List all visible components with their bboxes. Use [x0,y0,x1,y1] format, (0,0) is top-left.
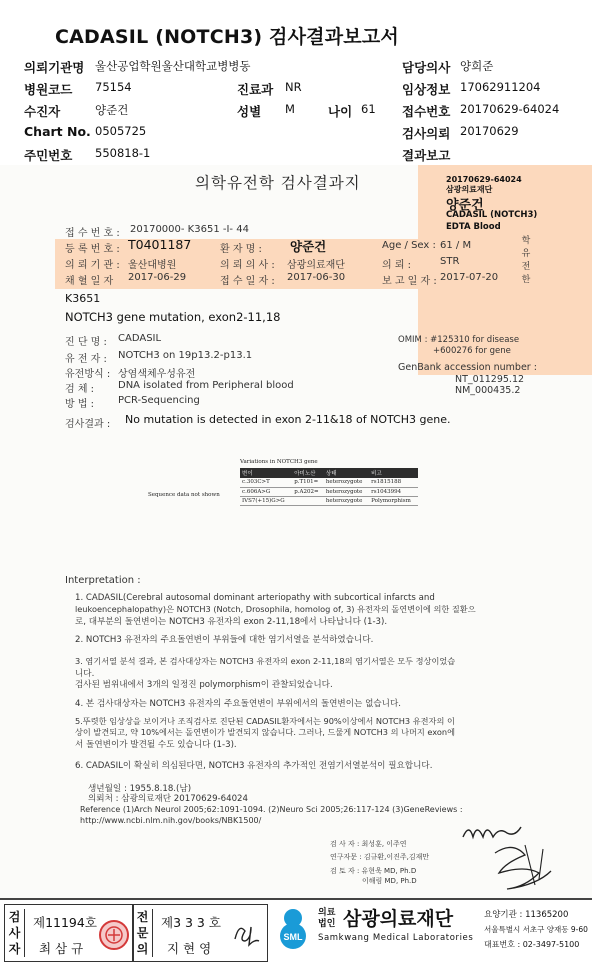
header-label-report-date: 결과보고 [402,148,451,163]
genbank-nm: NM_000435.2 [455,385,521,396]
header-value-hospital-code: 75154 [95,80,132,94]
org-phone: 대표번호 : 02-3497-5100 [484,940,580,949]
method-value: PCR-Sequencing [118,395,200,406]
table-cell: c.303C>T [240,478,292,487]
age-sex-label: Age / Sex : [382,240,436,251]
column-header: 상태 [324,468,369,478]
header-value-resident-no: 550818-1 [95,146,151,160]
reported-value: 2017-07-20 [440,272,499,283]
header-label-request-date: 검사의뢰 [402,126,451,141]
specialist-license: 제3 3 3 호 [161,915,221,930]
diagnosis-value: CADASIL [118,333,162,344]
omim-line-2: +600276 for gene [433,346,511,356]
ward-label: 의 뢰 : [382,260,412,271]
table-cell: rs1815188 [369,478,418,487]
header-label-doctor: 담당의사 [402,60,451,75]
column-header: 아미노산 [292,468,324,478]
header-label-clinical-info: 임상정보 [402,82,451,97]
interp-reference: Reference (1)Arch Neurol 2005;62:1091-1094. (2)Neuro Sci 2005;26:117-124 (3)GeneReviews : [80,805,463,814]
interpretation-heading: Interpretation : [65,575,141,586]
header-value-age: 61 [361,102,376,116]
table-row [240,487,418,496]
header-value-chart-no: 0505725 [95,124,147,138]
header-value-clinical-info: 17062911204 [460,80,541,94]
reg-label: 등 록 번 호 : [65,244,120,255]
table-cell: Polymorphism [369,496,418,505]
org-code: 요양기관 : 11365200 [484,910,569,920]
header-value-receipt-no: 20170629-64024 [460,102,560,116]
interp-line: 니다. [75,669,95,679]
collected-label: 채 혈 일 자 [65,276,114,287]
table-cell: heterozygote [324,478,369,487]
interp-line: 상이 발견되고, 약 10%에서는 돌연변이가 발견되지 않습니다. 그러나, 드물게 NOTCH3 의 나머지 exon에 [75,727,456,737]
tag-test: CADASIL (NOTCH3) [446,210,538,220]
header-value-sex: M [285,102,295,116]
sml-logo-icon [272,906,314,950]
report-sheet-title: 의학유전학 검사결과지 [195,174,361,192]
handwritten-signature [455,815,565,895]
interp-reference-url: http://www.ncbi.nlm.nih.gov/books/NBK1500/ [80,816,262,825]
header-label-age: 나이 [328,104,353,119]
gene-label: 유 전 자 : [65,354,107,365]
institution-value: 울산대병원 [128,260,177,271]
table-cell: heterozygote [324,496,369,505]
header-value-dept: NR [285,80,302,94]
received-label: 접 수 일 자 : [220,276,275,287]
header-label-institution: 의뢰기관명 [24,60,85,75]
sig-examiner: 검 사 자 : 최성훈, 이주연 [330,840,407,848]
header-value-request-date: 20170629 [460,124,519,138]
age-sex-value: 61 / M [440,240,472,251]
test-name: NOTCH3 gene mutation, exon2-11,18 [65,310,281,324]
table-cell: p.A202= [292,487,324,496]
result-value: No mutation is detected in exon 2-11&18 of NOTCH3 gene. [125,413,451,426]
interp-line: 3. 염기서열 분석 결과, 본 검사대상자는 NOTCH3 유전자의 exon 2-11,18의 염기서열은 모두 정상이었습 [75,656,456,666]
header-value-institution: 울산공업학원울산대학교병병동 [95,59,251,73]
specialist-name: 지 현 영 [167,941,212,956]
interp-line: 5.뚜렷한 임상상을 보이거나 조직검사로 진단된 CADASIL환자에서는 90%이상에서 NOTCH3 유전자의 이 [75,716,455,726]
institution-label: 의 뢰 기 관 : [65,260,120,271]
result-label: 검사결과 : [65,419,111,430]
interp-line: 서 돌연변이가 발견될 수도 있습니다 (1-3). [75,740,237,750]
header-value-doctor: 양희준 [460,59,494,73]
interp-line: 4. 본 검사대상자는 NOTCH3 유전자의 주요돌연변이 부위에서의 돌연변이는 없습니다. [75,699,402,709]
interp-line: 2. NOTCH3 유전자의 주요돌연변이 부위들에 대한 염기서열을 분석하였습니다. [75,635,374,645]
header-value-patient: 양준건 [95,103,129,117]
table-cell: heterozygote [324,487,369,496]
ward-value: STR [440,256,460,267]
omim-line-1: OMIM : #125310 for disease [398,335,520,345]
diagnosis-label: 진 단 명 : [65,337,107,348]
specialist-box [132,904,268,962]
org-address: 서울특별시 서초구 양재동 9-60 [484,925,588,934]
interp-line: 1. CADASIL(Cerebral autosomal dominant arteriopathy with subcortical infarcts and [75,593,435,603]
column-header: 변이 [240,468,292,478]
interp-line: 의뢰처 : 삼광의료재단 20170629-64024 [88,794,248,804]
genbank-nt: NT_011295.12 [455,374,525,385]
specialist-signature [231,919,265,951]
table-cell: rs1043994 [369,487,418,496]
interp-line: 6. CADASIL이 확실히 의심된다면, NOTCH3 유전자의 추가적인 전염기서열분석이 필요합니다. [75,761,433,771]
tag-specimen: EDTA Blood [446,222,501,232]
table-cell: c.606A>G [240,487,292,496]
table-cell [292,496,324,505]
tag-patient: 양준건 [446,198,484,213]
sml-logo-text: SML [283,932,303,942]
received-value: 2017-06-30 [287,272,346,283]
sig-researcher: 연구자문 : 김규환,이진주,김재만 [330,853,430,861]
accession-label: 접 수 번 호 : [65,228,120,239]
accession-value: 20170000- K3651 -I- 44 [130,224,249,235]
collected-value: 2017-06-29 [128,272,187,283]
header-label-receipt-no: 접수번호 [402,104,451,119]
interp-line: 로, 대부분의 돌연변이는 NOTCH3 유전자의 exon 2-11,18에서 나타납니다 (1-3). [75,617,388,627]
column-header: 비고 [369,468,418,478]
variations-table [240,468,418,506]
org-name: 삼광의료재단 [343,908,454,930]
examiner-license: 제11194호 [33,915,97,930]
footer [0,898,592,966]
table-row [240,496,418,505]
header-label-sex: 성별 [237,104,262,119]
physician-label: 의 뢰 의 사 : [220,260,275,271]
inheritance-value: 상염색체우성유전 [118,369,196,380]
header-label-dept: 진료과 [237,82,274,97]
org-english: Samkwang Medical Laboratories [318,933,474,943]
scanned-report [0,165,592,898]
patient-value: 양준건 [290,239,327,254]
report-title: CADASIL (NOTCH3) 검사결과보고서 [55,26,399,48]
header-label-resident-no: 주민번호 [24,148,73,163]
reported-label: 보 고 일 자 : [382,276,437,287]
header-label-hospital-code: 병원코드 [24,82,73,97]
interp-line: 생년월일 : 1955.8.18.(남) [88,784,192,794]
tag-lab: 삼광의료재단 [446,185,493,194]
gene-value: NOTCH3 on 19p13.2-p13.1 [118,350,253,361]
examiner-box [4,904,134,962]
examiner-name: 최 삼 규 [39,941,84,956]
interp-line: 검사된 범위내에서 3개의 일정진 polymorphism이 관찰되었습니다. [75,680,333,690]
org-prefix: 의료 법인 [318,908,336,929]
specialist-vertical-label: 전문의 [133,909,153,957]
sequence-note: Sequence data not shown [148,492,220,498]
table-row [240,478,418,487]
reg-value: T0401187 [128,237,192,252]
examiner-vertical-label: 검사자 [5,909,25,957]
test-code: K3651 [65,292,101,305]
inheritance-label: 유전방식 : [65,369,111,380]
table-cell: IVS7(+15)G>G [240,496,292,505]
specimen-label: 검 체 : [65,384,95,395]
interp-line: leukoencephalopathy)은 NOTCH3 (Notch, Drosophila, homolog of, 3) 유전자의 돌연변이에 의한 질환으 [75,604,476,614]
table-cell: p.T101= [292,478,324,487]
method-label: 방 법 : [65,399,95,410]
physician-value: 삼광의료재단 [287,260,345,271]
genbank-label: GenBank accession number : [398,362,537,373]
table-header-row [240,468,418,478]
seal-stamp [98,919,130,951]
tag-number: 20170629-64024 [446,175,522,184]
specimen-value: DNA isolated from Peripheral blood [118,380,294,391]
sig-reviewer-1: 검 토 자 : 유현욱 MD, Ph.D [330,867,417,875]
header-label-patient: 수진자 [24,104,61,119]
header-label-chart-no: Chart No. [24,124,91,139]
sig-reviewer-2: 이해림 MD, Ph.D [362,877,417,885]
patient-label: 환 자 명 : [220,244,262,255]
variations-title: Variations in NOTCH3 gene [240,459,318,465]
side-note: 학 유 전 한 [521,236,531,285]
